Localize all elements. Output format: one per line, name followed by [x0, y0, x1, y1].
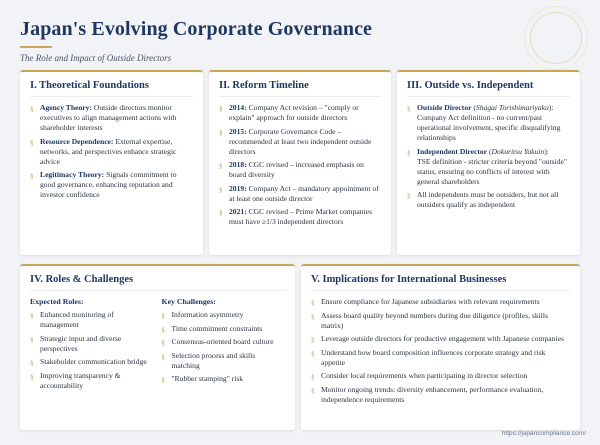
list-item: § Outside Director (Shagai Torishimariyaku): Company Act definition - no current/past operational involvement, specific disqualifying relationships — [407, 103, 561, 142]
expected-roles-column — [30, 297, 154, 394]
item-text: Consensus-oriented board culture — [171, 337, 274, 346]
section-bullet-icon: § — [407, 105, 411, 113]
section-bullet-icon: § — [311, 373, 315, 381]
section-bullet-icon: § — [30, 359, 34, 367]
page-header — [20, 18, 520, 63]
item-text: Selection process and skills matching — [171, 350, 256, 370]
section-bullet-icon: § — [311, 299, 315, 307]
section-bullet-icon: § — [30, 138, 34, 147]
list-item: § Independent Director (Dokuritsu Yakuin): TSE definition - stricter criteria beyond "outside" status, ensuring no conflicts of interest with general shareholders — [407, 146, 568, 186]
section-bullet-icon: § — [311, 349, 315, 358]
section-bullet-icon: § — [311, 336, 315, 344]
section-bullet-icon: § — [219, 105, 223, 113]
list-item — [30, 357, 154, 367]
item-text: Leverage outside directors for productive engagement with Japanese companies — [321, 334, 564, 343]
list-item — [30, 310, 154, 330]
list-item — [30, 334, 154, 354]
item-text: Company Act definition - no current/past operational involvement, specific disqualifying relationships — [417, 113, 561, 142]
list-item — [162, 310, 286, 320]
item-text: Corporate Governance Code – recommended at least two independent outside directors — [229, 126, 372, 156]
item-term: 2021: — [229, 207, 247, 216]
item-japanese-term: Dokuritsu Yakuin — [491, 146, 545, 156]
item-japanese-term: Shagai Torishimariyaku — [475, 103, 549, 112]
column-heading: Expected Roles: — [30, 297, 84, 306]
list-item — [219, 103, 381, 123]
item-text: Monitor ongoing trends: diversity enhancement, performance evaluation, independence requirements — [321, 384, 544, 404]
list-item — [30, 137, 193, 167]
section-bullet-icon: § — [407, 148, 411, 157]
section-bullet-icon: § — [407, 192, 411, 200]
list-item — [219, 127, 381, 157]
item-text: Stakeholder communication bridge — [40, 357, 147, 366]
item-text: Ensure compliance for Japanese subsidiaries with relevant requirements — [321, 297, 540, 306]
item-term: 2014: — [229, 103, 247, 112]
item-term: Outside Director — [417, 103, 472, 112]
list-item — [311, 371, 570, 381]
section-bullet-icon: § — [219, 185, 223, 194]
card-title: V. Implications for International Businesses — [311, 274, 570, 291]
list-item — [219, 207, 381, 227]
item-term: Independent Director — [417, 146, 488, 156]
item-text: Signals commitment to good governance, enhancing reputation and investor confidence — [40, 170, 177, 199]
key-challenges-column — [162, 297, 286, 394]
list-item — [219, 184, 381, 204]
list-item — [407, 190, 570, 210]
list-item — [311, 311, 570, 331]
item-text: Assess board quality beyond numbers during due diligence (profiles, skills matrix) — [321, 310, 548, 330]
item-text: Time commitment constraints — [171, 323, 263, 333]
list-item — [30, 103, 193, 133]
list-item — [162, 351, 286, 371]
section-bullet-icon: § — [161, 312, 165, 320]
item-text: Company Act revision – "comply or explain" approach for outside directors — [229, 103, 359, 122]
list-item — [162, 337, 286, 347]
item-text: Outside directors monitor executives to align management actions with shareholder interests — [40, 103, 177, 132]
section-bullet-icon: § — [311, 312, 315, 321]
section-bullet-icon: § — [30, 172, 34, 180]
section-bullet-icon: § — [219, 128, 223, 137]
item-text: Strategic input and diverse perspectives — [40, 333, 122, 353]
item-text: "Rubber stamping" risk — [171, 374, 244, 383]
item-text: Enhanced monitoring of management — [40, 310, 114, 329]
item-term: Legitimacy Theory: — [40, 170, 105, 179]
foundations-list — [30, 103, 193, 200]
section-bullet-icon: § — [30, 105, 34, 113]
card-title: III. Outside vs. Independent — [407, 80, 570, 97]
section-bullet-icon: § — [161, 339, 165, 347]
implications-list — [311, 297, 570, 405]
list-item — [162, 374, 286, 384]
page-title: Japan's Evolving Corporate Governance — [20, 18, 373, 40]
list-item — [311, 348, 570, 368]
timeline-card — [209, 70, 391, 255]
item-text: All independents must be outsiders, but not all outsiders qualify as independent — [417, 190, 559, 209]
section-bullet-icon: § — [219, 162, 223, 170]
section-bullet-icon: § — [30, 312, 34, 320]
card-title: II. Reform Timeline — [219, 80, 381, 97]
list-item — [30, 170, 193, 200]
item-text: CGC revised – Prime Market companies must have ≥1/3 independent directors — [229, 207, 372, 226]
item-term: 2015: — [229, 126, 247, 136]
column-heading: Key Challenges: — [161, 297, 216, 306]
item-term: Resource Dependence: — [40, 136, 114, 146]
key-challenges-list — [162, 310, 286, 384]
list-item — [219, 160, 381, 180]
card-title: I. Theoretical Foundations — [30, 80, 193, 97]
item-text: TSE definition - stricter criteria beyond "outside" status, ensuring no conflicts of interest with general shareholders — [417, 156, 568, 186]
section-bullet-icon: § — [161, 376, 165, 384]
item-text: CGC revised – increased emphasis on board diversity — [229, 160, 364, 179]
section-bullet-icon: § — [161, 325, 165, 334]
list-item — [311, 297, 570, 307]
card-title: IV. Roles & Challenges — [30, 274, 285, 291]
item-text: Company Act – mandatory appointment of at least one outside director — [229, 183, 379, 203]
implications-card — [301, 264, 580, 430]
section-bullet-icon: § — [30, 335, 34, 344]
definitions-list — [407, 103, 570, 210]
item-text: Understand how board composition influences corporate strategy and risk appetite — [321, 347, 546, 367]
timeline-list — [219, 103, 381, 227]
item-text: External expertise, networks, and perspectives enhance strategic advice — [40, 136, 177, 166]
section-bullet-icon: § — [219, 209, 223, 217]
decorative-ring-inner — [530, 12, 582, 64]
section-bullet-icon: § — [30, 372, 34, 381]
list-item — [311, 334, 570, 344]
item-term: 2019: — [229, 183, 247, 193]
list-item — [311, 385, 570, 405]
page-subtitle: The Role and Impact of Outside Directors — [20, 53, 172, 63]
item-text: Information asymmetry — [171, 310, 244, 319]
title-underline — [20, 46, 52, 48]
foundations-card — [20, 70, 203, 255]
roles-challenges-card — [20, 264, 295, 430]
list-item — [162, 324, 286, 334]
section-bullet-icon: § — [311, 386, 315, 395]
item-text: Improving transparency & accountability — [40, 370, 121, 390]
item-term: 2018: — [229, 160, 247, 169]
item-text: Consider local requirements when participating in director selection — [321, 371, 528, 380]
expected-roles-list — [30, 310, 154, 391]
list-item — [30, 371, 154, 391]
item-term: Agency Theory: — [40, 103, 92, 112]
section-bullet-icon: § — [161, 352, 165, 361]
outside-vs-independent-card — [397, 70, 580, 255]
footer-link[interactable]: https://japancompliance.com/ — [501, 430, 586, 437]
